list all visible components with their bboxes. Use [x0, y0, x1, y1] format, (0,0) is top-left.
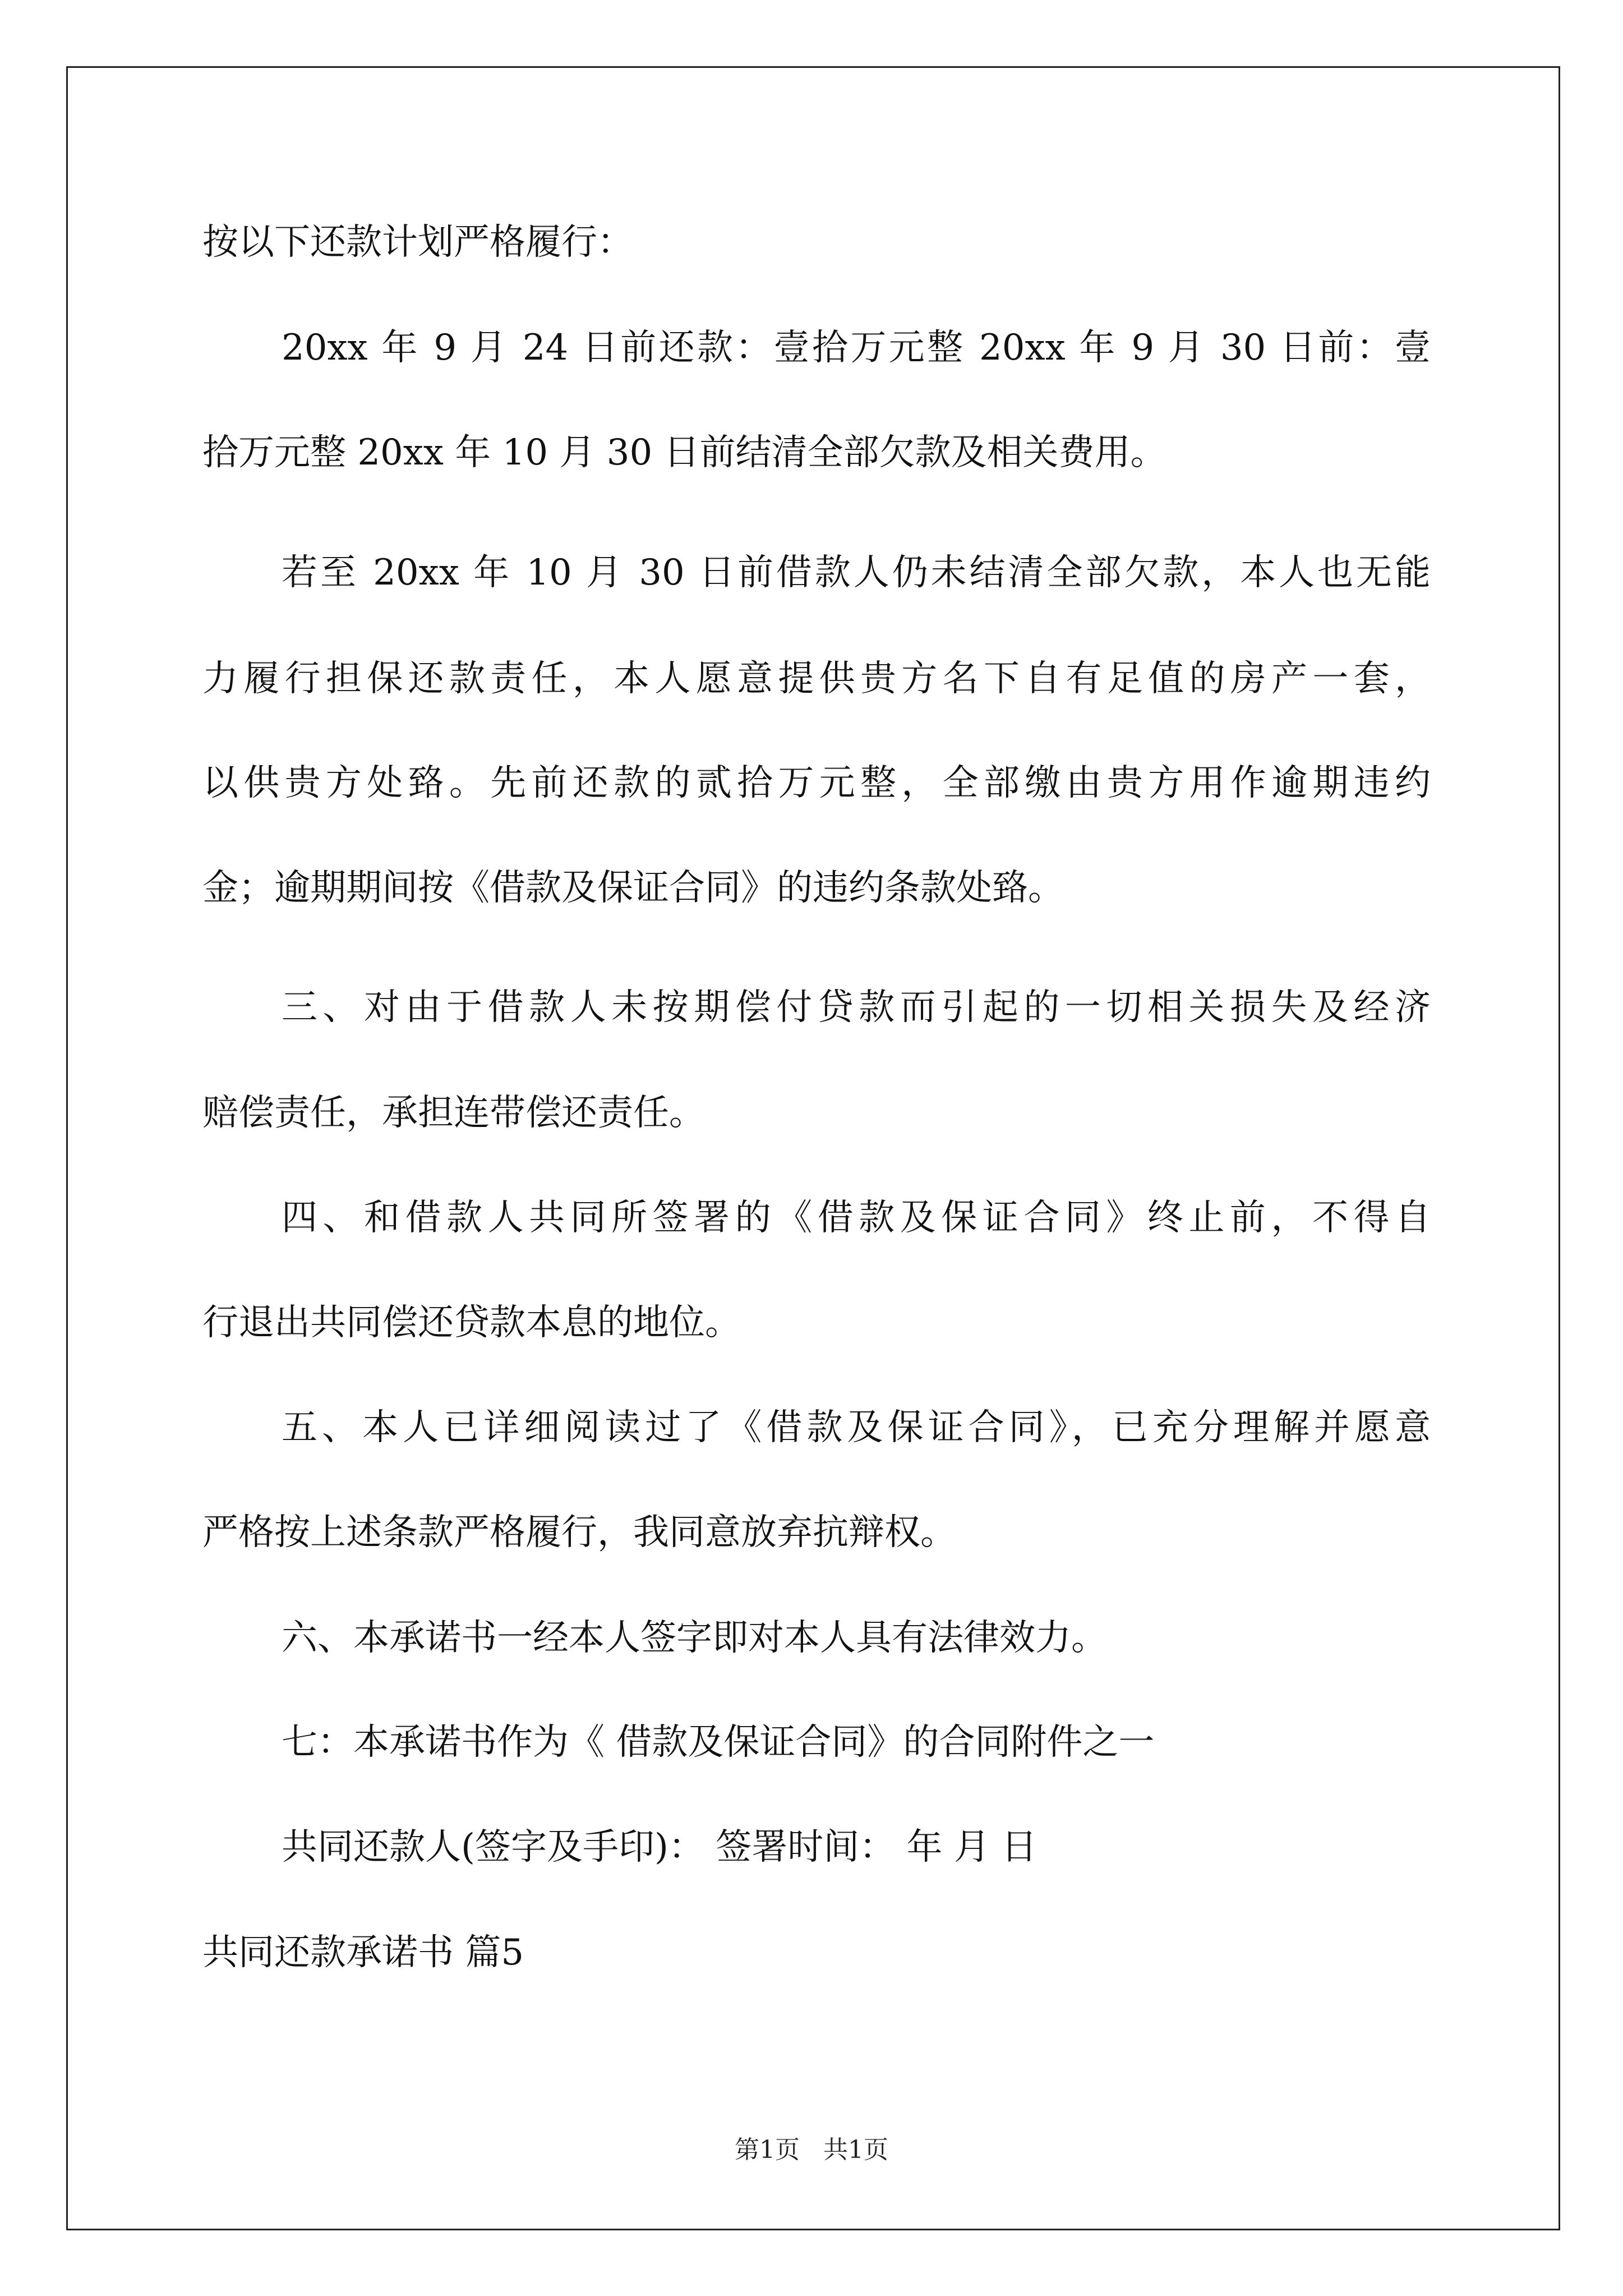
text-line-9: 赔偿责任，承担连带偿还责任。: [202, 1092, 705, 1134]
text-line-1: 按以下还款计划严格履行：: [202, 222, 633, 263]
text-line-15: 七：本承诺书作为《 借款及保证合同》的合同附件之一: [282, 1722, 1155, 1763]
text-line-11: 行退出共同偿还贷款本息的地位。: [202, 1302, 741, 1343]
text-line-5: 力履行担保还款责任，本人愿意提供贵方名下自有足值的房产一套，: [202, 658, 1431, 700]
signature-line: 共同还款人(签字及手印)： 签署时间： 年 月 日: [282, 1826, 1038, 1868]
page-number-footer: 第1页 共1页: [735, 2136, 888, 2164]
page-border: [66, 66, 1560, 2230]
text-line-7: 金；逾期期间按《借款及保证合同》的违约条款处臵。: [202, 867, 1064, 909]
text-line-12: 五、本人已详细阅读过了《借款及保证合同》，已充分理解并愿意: [282, 1407, 1431, 1448]
text-line-2: 20xx 年 9 月 24 日前还款：壹拾万元整 20xx 年 9 月 30 日前：壹: [282, 327, 1431, 369]
text-line-4: 若至 20xx 年 10 月 30 日前借款人仍未结清全部欠款，本人也无能: [282, 552, 1431, 593]
text-line-6: 以供贵方处臵。先前还款的贰拾万元整，全部缴由贵方用作逾期违约: [202, 762, 1431, 804]
text-line-14: 六、本承诺书一经本人签字即对本人具有法律效力。: [282, 1617, 1107, 1659]
text-line-10: 四、和借款人共同所签署的《借款及保证合同》终止前，不得自: [282, 1197, 1431, 1239]
text-line-3: 拾万元整 20xx 年 10 月 30 日前结清全部欠款及相关费用。: [202, 432, 1166, 473]
text-line-8: 三、对由于借款人未按期偿付贷款而引起的一切相关损失及经济: [282, 987, 1431, 1028]
section-heading: 共同还款承诺书 篇5: [202, 1932, 524, 1973]
text-line-13: 严格按上述条款严格履行，我同意放弃抗辩权。: [202, 1512, 956, 1553]
